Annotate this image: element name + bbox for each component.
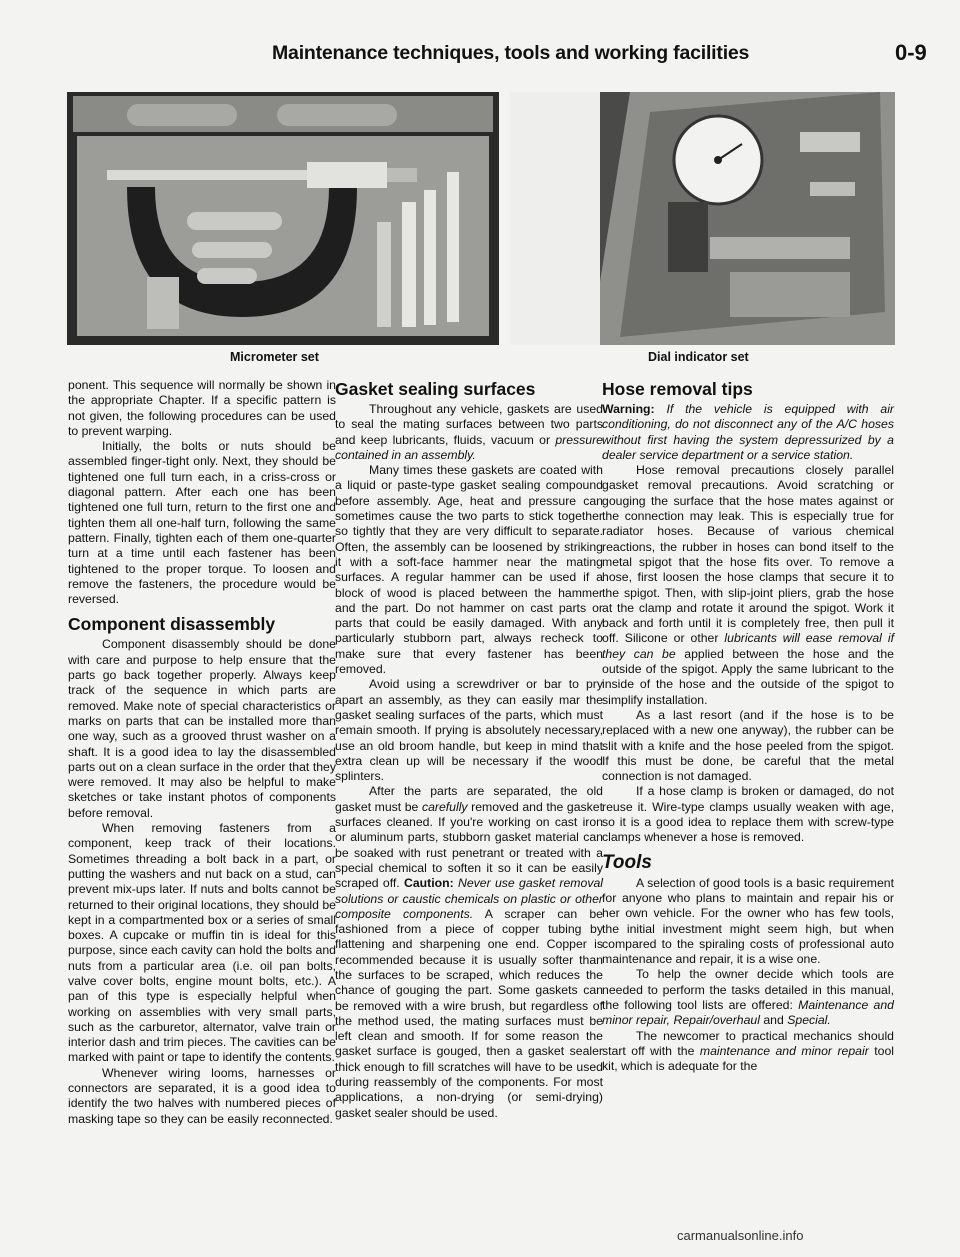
section-heading-hose-removal: Hose removal tips xyxy=(602,379,753,399)
paragraph: A selection of good tools is a basic requirement for anyone who plans to maintain and repair his or her own vehicle. For the owner who has few tools, the initial investment might seem high, but when compared to the spiraling costs of professional auto maintenance and repair, it is a wise one. xyxy=(602,875,894,967)
text-column-2 xyxy=(335,378,603,1121)
figure-caption-micrometer: Micrometer set xyxy=(230,350,319,364)
paragraph-italic-text: carefully xyxy=(421,799,468,814)
paragraph: When removing fasteners from a component, keep track of their locations. Sometimes threading a bolt back in a part, or putting the washers and nut back on a stud, can prevent mix-ups later. If nuts and bolts cannot be returned to their original locations, they should be kept in a compartmented box or a series of small boxes. A cupcake or muffin tin is ideal for this purpose, since each cavity can hold the bolts and nuts from a particular area (i.e. oil pan bolts, valve cover bolts, engine mount bolts, etc.). A pan of this type is especially helpful when working on assemblies with very small parts, such as the carburetor, alternator, valve train or interior dash and trim pieces. The cavities can be marked with paint or tape to identify the contents. xyxy=(68,821,336,1065)
page-header xyxy=(0,0,960,65)
paragraph: ponent. This sequence will normally be shown in the appropriate Chapter. If a specific pattern is not given, the following procedures can be used to prevent warping. xyxy=(68,378,336,438)
paragraph xyxy=(602,967,894,1028)
figure-caption-dial-indicator: Dial indicator set xyxy=(648,350,749,364)
paragraph xyxy=(602,463,894,708)
micrometer-photo-icon xyxy=(67,92,499,345)
paragraph-text: After the parts are separated, the old gasket must be xyxy=(335,784,603,814)
paragraph: Component disassembly should be done with care and purpose to help ensure that the parts go back together properly. Always keep track of the sequence in which parts are removed. Make note of special characteristics or marks on parts that can be installed more than one way, such as a grooved thrust washer on a shaft. It is a good idea to lay the disassembled parts out on a clean surface in the order that they were removed. It may also be helpful to make sketches or take instant photos of components before removal. xyxy=(68,637,336,820)
paragraph-italic-text: lubricants will ease removal if they can be xyxy=(602,631,894,661)
paragraph: Whenever wiring looms, harnesses or connectors are separated, it is a good idea to identify the two halves with numbered pieces of masking tape so they can be easily reconnected. xyxy=(68,1065,336,1126)
paragraph-italic-text: Maintenance and minor repair, Repair/overhaul xyxy=(602,997,894,1028)
paragraph-text: and xyxy=(759,1013,788,1028)
paragraph: As a last resort (and if the hose is to be replaced with a new one anyway), the rubber can be slit with a knife and the hose peeled from the spigot. If this must be done, be careful that the metal connection is not damaged. xyxy=(602,707,894,784)
paragraph: Initially, the bolts or nuts should be assembled finger-tight only. Next, they should be tightened one full turn each, in a criss-cross or diagonal pattern. After each one has been tightened one full turn, return to the first one and tighten them all one-half turn, following the same pattern. Finally, tighten each of them one-quarter turn at a time until each fastener has been tightened to the proper torque. To loosen and remove the fasteners, the procedure would be reversed. xyxy=(68,439,336,607)
warning-text: If the vehicle is equipped with air conditioning, do not disconnect any of the A/C hoses without first having the system depressurized by a dealer service department or a service station. xyxy=(602,402,894,462)
paragraph-text: applied between the hose and the outside of the spigot. Apply the same lubricant to the inside of the hose and the outside of the spigot to simplify installation. xyxy=(602,646,894,707)
section-heading-component-disassembly: Component disassembly xyxy=(68,614,276,635)
paragraph-italic-text: Special. xyxy=(787,1013,831,1028)
paragraph-text: tool kit, which is adequate for the xyxy=(602,1043,895,1074)
caution-text: Never use gasket removal solutions or caustic chemicals on plastic or other composite components. xyxy=(335,876,603,921)
dial-indicator-photo xyxy=(510,92,895,345)
footer-watermark: carmanualsonline.info xyxy=(677,1228,804,1243)
page-number: 0-9 xyxy=(895,40,927,65)
text-column-3 xyxy=(602,378,894,1074)
dial-indicator-photo-icon xyxy=(510,92,895,345)
paragraph-text: removed and the gasket surfaces cleaned. If you're working on cast iron or aluminum parts, stubborn gasket material can be soaked with rust penetrant or treated with a special chemical to soften it so it can be easily scraped off. xyxy=(335,799,603,891)
caution-label: Caution: xyxy=(404,876,454,891)
paragraph-italic-text: pressure contained in an assembly. xyxy=(335,432,603,462)
section-heading-tools: Tools xyxy=(602,851,652,873)
text-column-1 xyxy=(68,378,336,1127)
paragraph: Avoid using a screwdriver or bar to pry apart an assembly, as they can easily mar the gasket sealing surfaces of the parts, which must remain smooth. If prying is absolutely necessary, use an old broom handle, but keep in mind that extra clean up will be necessary if the wood splinters. xyxy=(335,677,603,784)
paragraph-italic-text: maintenance and minor repair xyxy=(699,1043,869,1058)
paragraph: Many times these gaskets are coated with a liquid or paste-type gasket sealing compound before assembly. Age, heat and pressure can sometimes cause the two parts to stick together so tightly that they are very difficult to separate. Often, the assembly can be loosened by striking it with a soft-face hammer near the mating surfaces. A regular hammer can be used if a block of wood is placed between the hammer and the part. Do not hammer on cast parts or parts that could be easily damaged. With any particularly stubborn part, always recheck to make sure that every fastener has been removed. xyxy=(335,463,603,677)
micrometer-photo xyxy=(67,92,499,345)
warning-label: Warning: xyxy=(602,402,655,416)
paragraph-text: To help the owner decide which tools are needed to perform the tasks detailed in this manual, the following tool lists are offered: xyxy=(602,967,894,1012)
paragraph-text: Hose removal precautions closely parallel gasket removal precautions. Avoid scratching or gouging the surface that the hose mates against or the connection may leak. This is especially true for radiator hoses. Because of various chemical reactions, the rubber in hoses can bond itself to the metal spigot that the hose fits over. To remove a hose, first loosen the hose clamps that secure it to the spigot. Then, with slip-joint pliers, grab the hose at the clamp and rotate it around the spigot. Work it back and forth until it is completely free, then pull it off. Silicone or other xyxy=(602,463,894,646)
paragraph-text: The newcomer to practical mechanics should start off with the xyxy=(602,1028,894,1058)
warning-note xyxy=(602,402,894,463)
paragraph xyxy=(602,1029,894,1075)
paragraph: If a hose clamp is broken or damaged, do not reuse it. Wire-type clamps usually weaken with age, so it is a good idea to replace them with screw-type clamps whenever a hose is removed. xyxy=(602,784,894,845)
paragraph xyxy=(335,784,603,1121)
paragraph-text: Throughout any vehicle, gaskets are used to seal the mating surfaces between two parts and keep lubricants, fluids, vacuum or xyxy=(335,402,603,447)
page-title: Maintenance techniques, tools and working facilities xyxy=(272,42,750,64)
paragraph xyxy=(335,402,603,463)
paragraph-text: A scraper can be fashioned from a piece of copper tubing by flattening and sharpening one end. Copper is recommended because it is usually softer than the surfaces to be scraped, which reduces the chance of gouging the part. Some gaskets can be removed with a wire brush, but regardless of the method used, the mating surfaces must be left clean and smooth. If for some reason the gasket surface is gouged, then a gasket sealer thick enough to fill scratches will have to be used during reassembly of the components. For most applications, a non-drying (or semi-drying) gasket sealer should be used. xyxy=(335,906,603,1120)
section-heading-gasket-sealing: Gasket sealing surfaces xyxy=(335,379,536,399)
